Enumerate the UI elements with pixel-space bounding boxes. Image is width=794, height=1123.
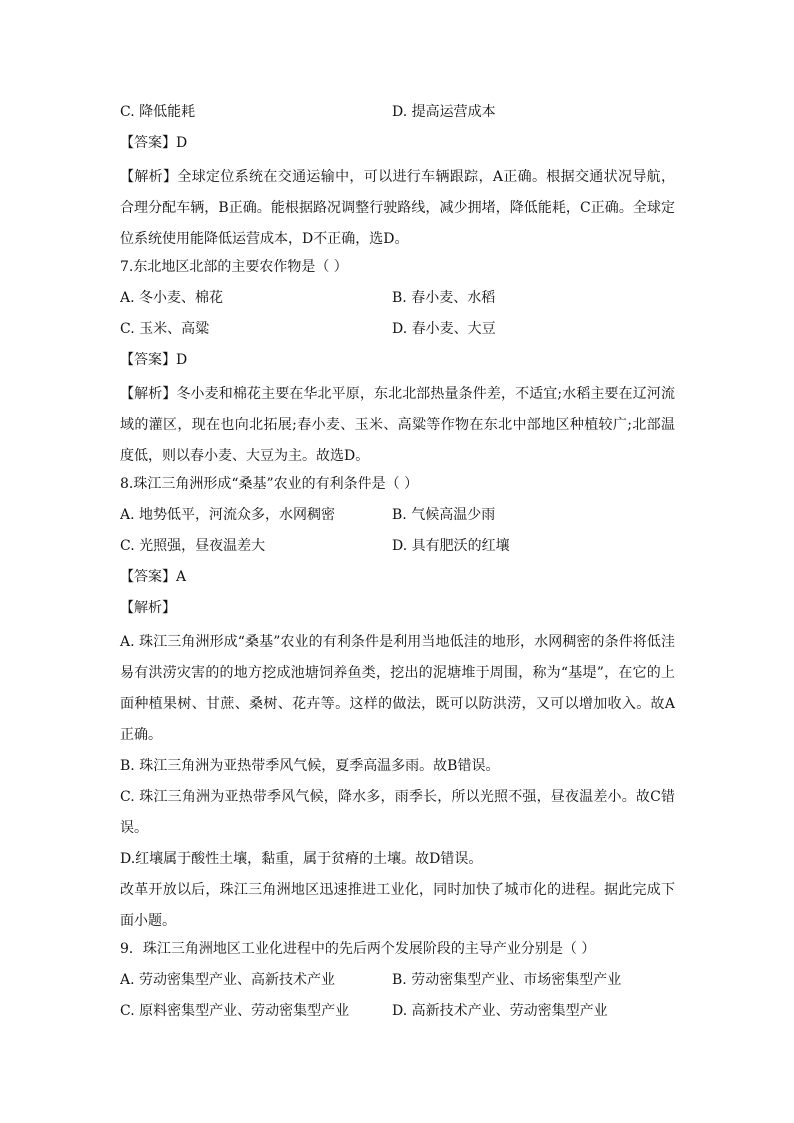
- q7-option-c: C. 玉米、高粱: [120, 321, 210, 337]
- q9-stem: 9．珠江三角洲地区工业化进程中的先后两个发展阶段的主导产业分别是（ ）: [120, 941, 596, 957]
- q9-option-b: B. 劳动密集型产业、市场密集型产业: [392, 972, 622, 988]
- q7-option-b: B. 春小麦、水稻: [392, 290, 496, 306]
- q8-option-b: B. 气候高温少雨: [392, 507, 496, 523]
- q8-options-cd: [120, 534, 675, 565]
- q7-option-d: D. 春小麦、大豆: [392, 321, 496, 337]
- document-page: [120, 100, 675, 1030]
- q7-answer: 【答案】D: [120, 352, 188, 368]
- q6-option-d: D. 提高运营成本: [392, 104, 496, 120]
- q9-option-c: C. 原料密集型产业、劳动密集型产业: [120, 1003, 350, 1019]
- q6-option-c: C. 降低能耗: [120, 104, 196, 120]
- section-intro: 改革开放以后，珠江三角洲地区迅速推进工业化，同时加快了城市化的进程。据此完成下面小题。: [120, 882, 675, 929]
- q9-option-d: D. 高新技术产业、劳动密集型产业: [392, 1003, 608, 1019]
- q8-analysis-a: A. 珠江三角洲形成“桑基”农业的有利条件是利用当地低洼的地形，水网稠密的条件将低洼易有洪涝灾害的的地方挖成池塘饲养鱼类，挖出的泥塘堆于周围，称为“基堤”，在它的上面种植果树、甘蔗、桑树、花卉等。这样的做法，既可以防洪涝，又可以增加收入。故A正确。: [120, 634, 675, 743]
- q6-analysis: 【解析】全球定位系统在交通运输中，可以进行车辆跟踪，A正确。根据交通状况导航，合理分配车辆，B正确。能根据路况调整行驶路线，减少拥堵，降低能耗，C正确。全球定位系统使用能降低运营成本，D不正确，选D。: [120, 169, 675, 247]
- q8-option-c: C. 光照强，昼夜温差大: [120, 538, 266, 554]
- q6-options-cd: [120, 100, 675, 131]
- q8-answer: 【答案】A: [120, 569, 187, 585]
- q9-options-ab: [120, 968, 675, 999]
- q8-analysis-b: B. 珠江三角洲为亚热带季风气候，夏季高温多雨。故B错误。: [120, 758, 500, 774]
- q6-answer: 【答案】D: [120, 135, 188, 151]
- q8-option-a: A. 地势低平，河流众多，水网稠密: [120, 507, 336, 523]
- q9-options-cd: [120, 999, 675, 1030]
- q8-analysis-title: 【解析】: [120, 600, 176, 616]
- q8-analysis-d: D.红壤属于酸性土壤，黏重，属于贫瘠的土壤。故D错误。: [120, 851, 483, 867]
- q7-stem: 7.东北地区北部的主要农作物是（ ）: [120, 259, 348, 275]
- q7-options-ab: [120, 286, 675, 317]
- q8-option-d: D. 具有肥沃的红壤: [392, 538, 510, 554]
- q7-option-a: A. 冬小麦、棉花: [120, 290, 224, 306]
- q7-options-cd: [120, 317, 675, 348]
- q9-option-a: A. 劳动密集型产业、高新技术产业: [120, 972, 336, 988]
- q8-stem: 8.珠江三角洲形成“桑基”农业的有利条件是（ ）: [120, 476, 419, 492]
- q8-analysis-c: C. 珠江三角洲为亚热带季风气候，降水多，雨季长，所以光照不强，昼夜温差小。故C错误。: [120, 789, 675, 836]
- q8-options-ab: [120, 503, 675, 534]
- q7-analysis: 【解析】冬小麦和棉花主要在华北平原，东北北部热量条件差，不适宜;水稻主要在辽河流域的灌区，现在也向北拓展;春小麦、玉米、高粱等作物在东北中部地区种植较广;北部温度低，则以春小麦、大豆为主。故选D。: [120, 386, 675, 464]
